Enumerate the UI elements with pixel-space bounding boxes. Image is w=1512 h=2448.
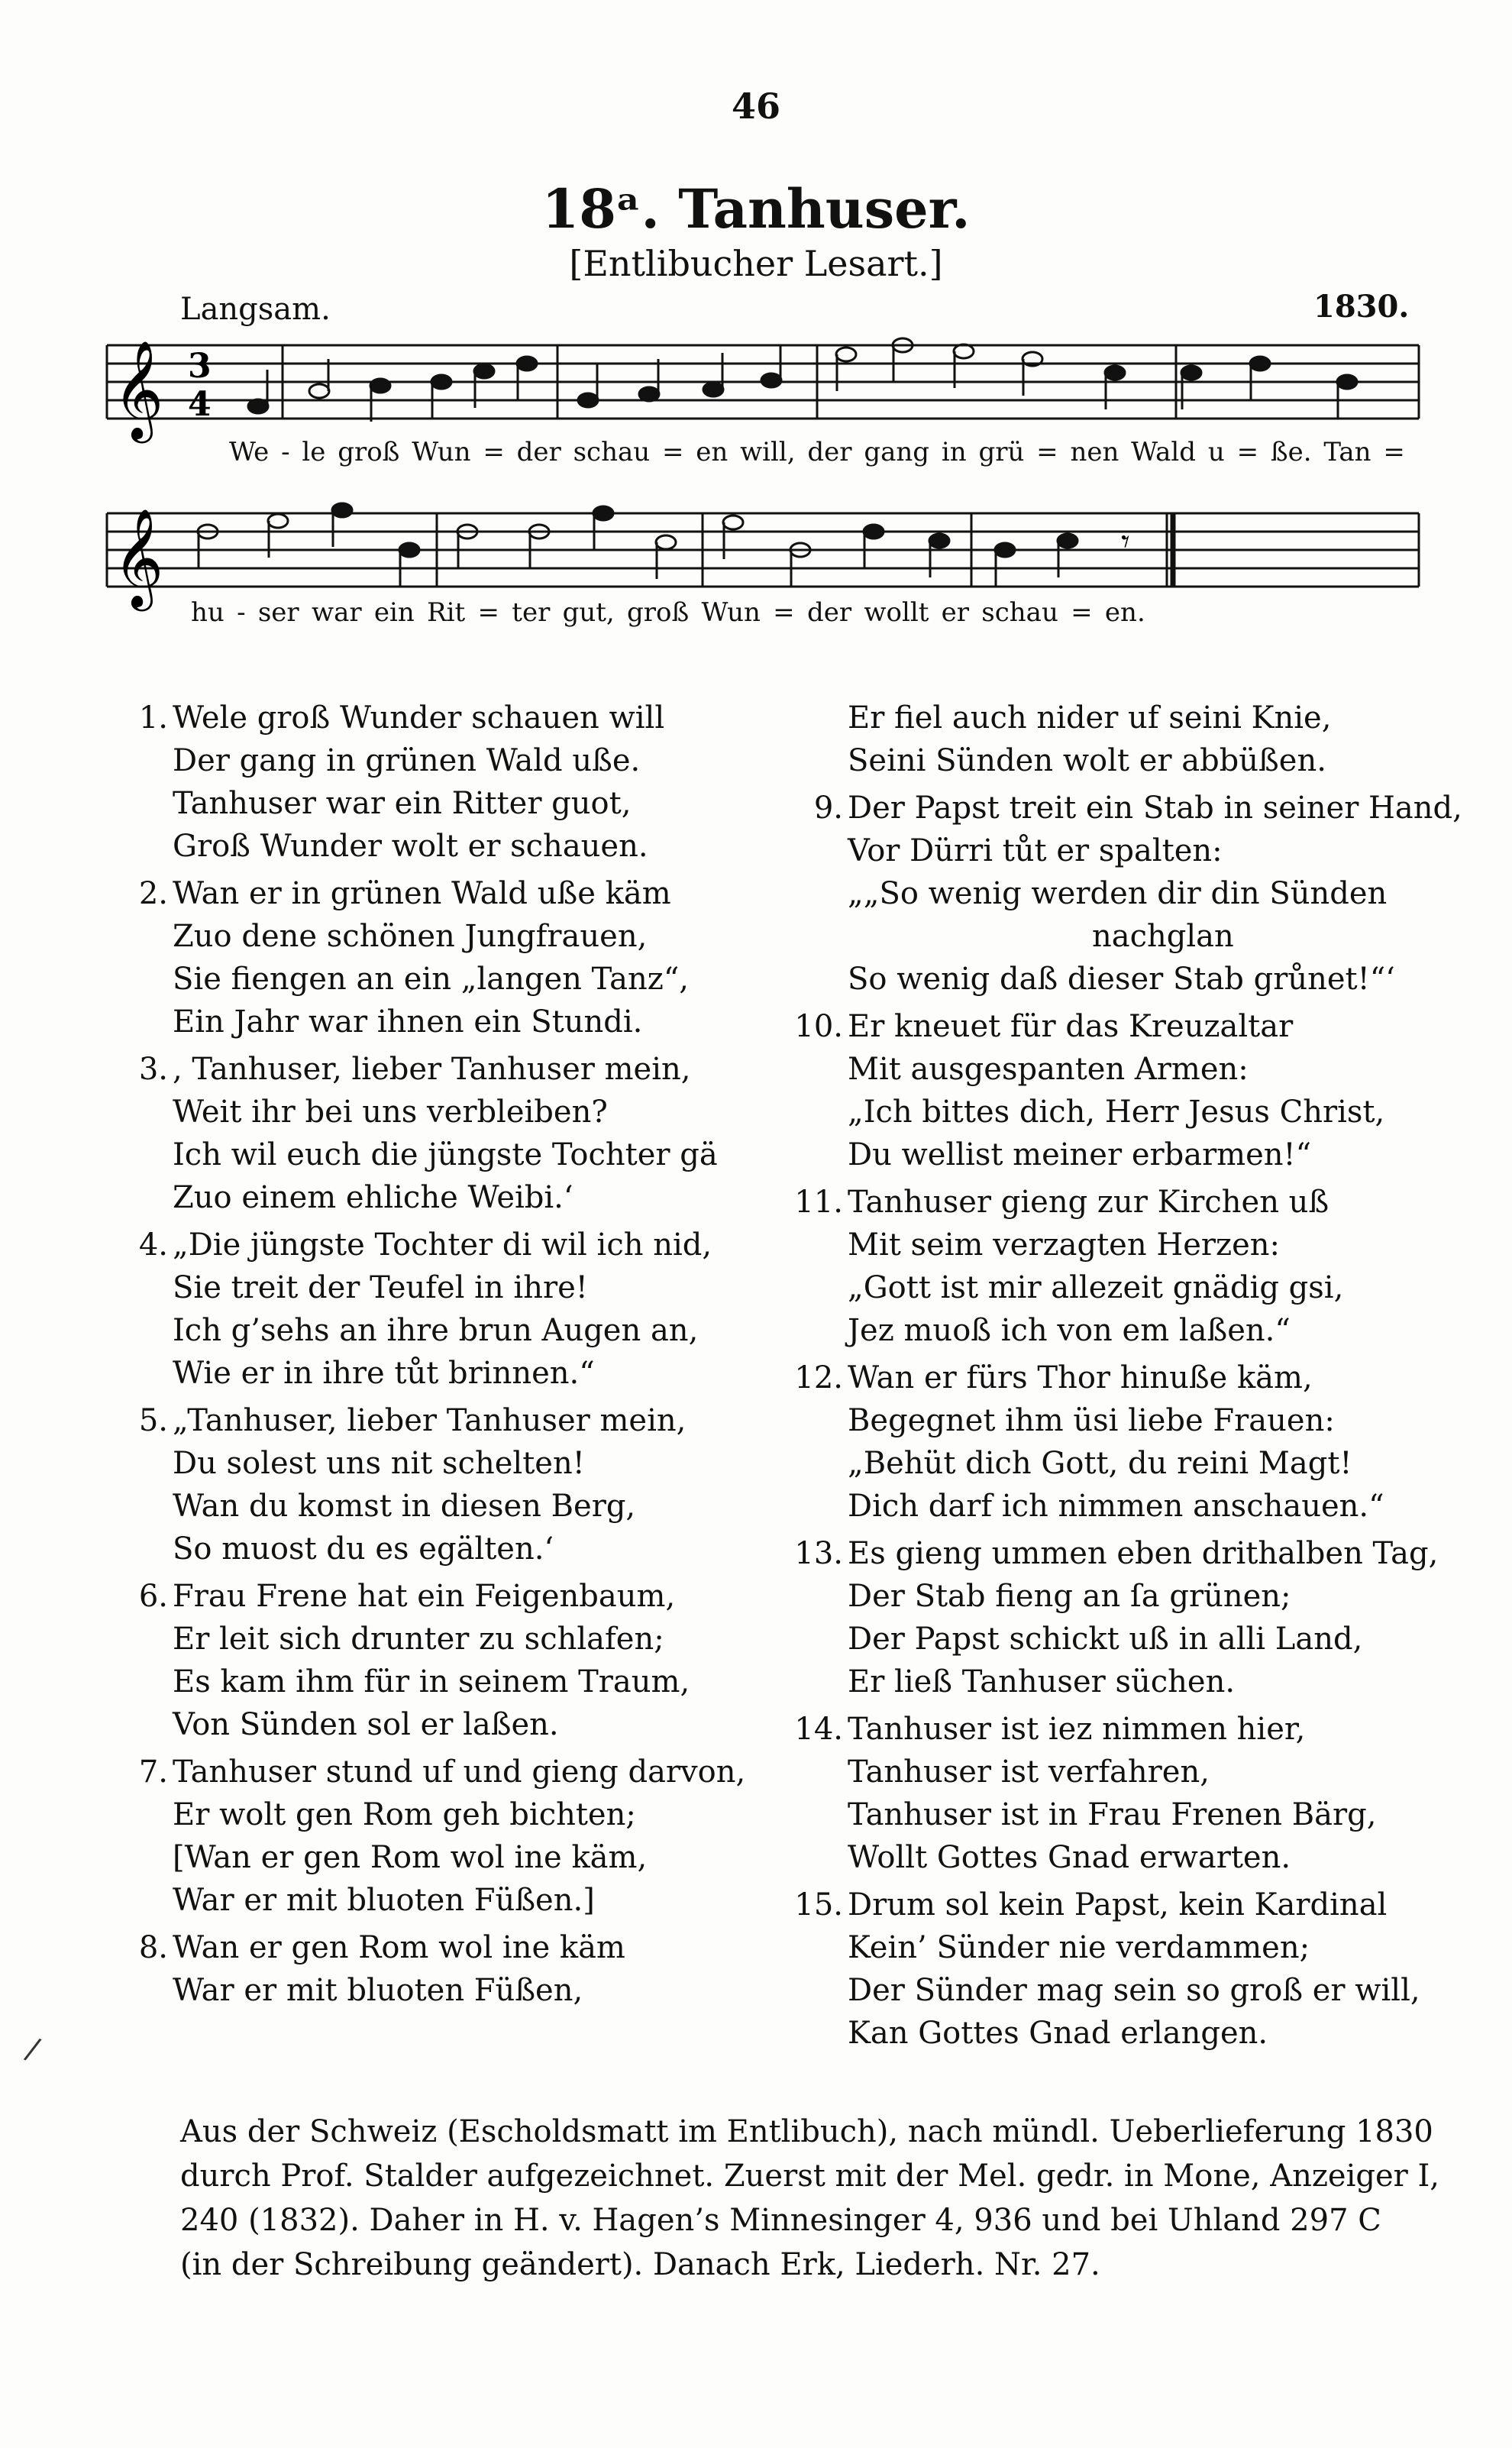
lyric-syllable: grü [978,437,1025,467]
stanza-line: Wie er in ihre tůt brinnen.“ [173,1356,595,1391]
stanza-line: Sie treit der Teufel in ihre! [173,1270,588,1305]
stanza-line: Der Papst schickt uß in alli Land, [848,1622,1363,1657]
stanza-line: Ich g’sehs an ihre brun Augen an, [173,1313,699,1348]
stanza-line: „Gott ist mir allezeit gnädig gsi, [848,1270,1344,1305]
stanza [138,1926,768,2012]
lyric-syllable: en. [1104,597,1145,628]
stanza-column-left [138,697,768,2016]
stanza [794,1532,1459,1703]
stanza-line: Sie fiengen an ein „langen Tanz“, [173,962,690,997]
lyric-syllable: - [281,437,290,467]
stanza-line: Wan er in grünen Wald uße käm [173,876,671,911]
stanza-number: 9. [813,791,843,826]
stanza-line: Ein Jahr war ihnen ein Stundi. [173,1004,643,1040]
stanza-line: „„So wenig werden dir din Sünden [848,876,1388,911]
lyric-syllable: der [807,437,852,467]
lyric-syllable: Wun [701,597,761,628]
lyric-syllable: er [941,597,970,628]
stanza-number: 15. [794,1887,843,1923]
song-title: 18ᵃ. Tanhuser. [541,177,971,241]
stanza-line: Er fiel auch nider uf seini Knie, [848,700,1332,736]
stanza-number: 3. [138,1052,168,1087]
stanza [794,1708,1459,1879]
lyric-syllable: in [941,437,967,467]
stanza-number: 2. [138,876,168,911]
lyric-syllable: - [237,597,246,628]
stanza-line: Tanhuser ist iez nimmen hier, [848,1712,1306,1747]
stanza-line: Es gieng ummen eben drithalben Tag, [848,1536,1439,1571]
lyric-syllable: schau [981,597,1058,628]
stanza-line: Begegnet ihm üsi liebe Frauen: [848,1403,1335,1438]
treble-clef-icon: 𝄞 [113,340,164,439]
lyric-syllable: Rit [427,597,466,628]
stanza-line: War er mit bluoten Füßen, [173,1973,583,2008]
stanza [848,697,1459,782]
stanza-line: „Ich bittes dich, Herr Jesus Christ, [848,1095,1385,1130]
stanza-line: Tanhuser war ein Ritter guot, [173,786,632,821]
lyric-syllable: ein [373,597,415,628]
stanza-line: Er leit sich drunter zu schlafen; [173,1622,664,1657]
lyric-syllable: nen [1070,437,1119,467]
stanza-number: 7. [138,1754,168,1790]
lyric-syllable: Tan [1323,437,1371,467]
stanza-line: Es kam ihm für in seinem Traum, [173,1664,690,1699]
stanza-line: „Behüt dich Gott, du reini Magt! [848,1446,1352,1481]
stanza-line: nachglan [1092,919,1234,954]
stanza-number: 1. [138,700,168,736]
stanza-column-right [794,697,1462,2059]
stanza [813,787,1462,1001]
lyric-syllable: wollt [864,597,929,628]
stanza-number: 10. [794,1009,843,1044]
lyric-syllable: gut, [562,597,615,628]
lyric-syllable: le [302,437,326,467]
lyrics-system-1 [229,437,1405,467]
stanza-line: Mit ausgespanten Armen: [848,1052,1249,1087]
stanza-number: 12. [794,1360,843,1395]
lyric-syllable: = [773,597,795,628]
lyric-syllable: We [229,437,270,467]
time-signature-bottom: 4 [188,385,212,424]
stanza-line: Tanhuser ist verfahren, [848,1754,1210,1790]
stanza-line: Von Sünden sol er laßen. [173,1707,559,1742]
stanza [138,872,768,1043]
stanza-number: 14. [794,1712,843,1747]
stanza-line: War er mit bluoten Füßen.] [173,1883,595,1918]
lyric-syllable: Wun [412,437,471,467]
stanza-line: Der Stab fieng an ſa grünen; [848,1579,1291,1614]
stanza [138,697,768,868]
lyric-syllable: = [1383,437,1405,467]
lyric-syllable: = [1071,597,1093,628]
stanza-line: Dich darf ich nimmen anschauen.“ [848,1489,1384,1524]
stanza-line: Er kneuet für das Kreuzaltar [848,1009,1294,1044]
stanza-number: 4. [138,1227,168,1263]
stanza-line: Wele groß Wunder schauen will [173,700,665,736]
stanza [794,1357,1459,1528]
song-subtitle: [Entlibucher Lesart.] [569,243,943,284]
lyric-syllable: groß [338,437,400,467]
stanza-line: Du wellist meiner erbarmen!“ [848,1137,1312,1172]
lyrics-system-2 [191,597,1145,628]
footnote-line: 240 (1832). Daher in H. v. Hagen’s Minnesinger 4, 936 und bei Uhland 297 C [180,2203,1381,2238]
source-footnote [180,2110,1440,2287]
staff-system-2 [107,513,1419,587]
stanza [138,1224,768,1395]
lyric-syllable: ser [257,597,299,628]
stanza-line: [Wan er gen Rom wol ine käm, [173,1840,648,1875]
stanza-line: Der Sünder mag sein so groß er will, [848,1973,1420,2008]
year-marking: 1830. [1313,289,1410,325]
music-notation [0,0,1512,672]
lyric-syllable: groß [627,597,690,628]
stanza [794,1884,1459,2055]
lyric-syllable: ter [512,597,551,628]
notes-system-2 [198,503,1077,587]
lyric-syllable: = [1236,437,1259,467]
rest-icon: 𝄾 [1121,522,1130,561]
stanza-line: Weit ihr bei uns verbleiben? [173,1095,608,1130]
lyric-syllable: Wald [1131,437,1197,467]
lyric-syllable: = [661,437,684,467]
tempo-marking: Langsam. [180,292,331,327]
stanza-number: 6. [138,1579,168,1614]
stanza [138,1751,768,1922]
stanza [794,1181,1459,1352]
stanza-number: 8. [138,1930,168,1965]
stanza-line: Tanhuser stund uf und gieng darvon, [173,1754,746,1790]
stanza-line: Wan du komst in diesen Berg, [173,1489,636,1524]
stanza-line: Mit seim verzagten Herzen: [848,1227,1280,1263]
stanza-number: 11. [794,1185,843,1220]
stanza-line: Zuo dene schönen Jungfrauen, [173,919,648,954]
stanza-line: Der gang in grünen Wald uße. [173,743,641,778]
stanza-line: „Tanhuser, lieber Tanhuser mein, [173,1403,687,1438]
stanza-line: Zuo einem ehliche Weibi.‘ [173,1180,573,1215]
stanza-line: Vor Dürri tůt er spalten: [848,833,1223,868]
stanza-line: Seini Sünden wolt er abbüßen. [848,743,1326,778]
stanza-number: 5. [138,1403,168,1438]
stanza-line: Tanhuser gieng zur Kirchen uß [848,1185,1329,1220]
stanza-line: , Tanhuser, lieber Tanhuser mein, [173,1052,691,1087]
footnote-line: (in der Schreibung geändert). Danach Erk, Liederh. Nr. 27. [180,2247,1100,2282]
notes-system-1 [248,338,1357,422]
lyric-syllable: en [696,437,729,467]
stanza [794,1005,1459,1176]
lyric-syllable: war [311,597,362,628]
footnote-line: durch Prof. Stalder aufgezeichnet. Zuerst mit der Mel. gedr. in Mone, Anzeiger I, [180,2159,1440,2194]
lyric-syllable: will, [740,437,796,467]
stanza-line: Wan er fürs Thor hinuße käm, [848,1360,1313,1395]
stanza-line: Tanhuser ist in Frau Frenen Bärg, [848,1797,1377,1832]
stanza-line: Wollt Gottes Gnad erwarten. [848,1840,1291,1875]
stanza-line: Kan Gottes Gnad erlangen. [848,2016,1268,2051]
stanza-line: So wenig daß dieser Stab grůnet!“‘ [848,962,1395,997]
stanza-line: So muost du es egälten.‘ [173,1531,554,1567]
stanza [138,1575,768,1746]
lyric-syllable: gang [864,437,930,467]
lyric-syllable: u [1207,437,1225,467]
stanza-line: „Die jüngste Tochter di wil ich nid, [173,1227,712,1263]
stanza-line: Frau Frene hat ein Feigenbaum, [173,1579,676,1614]
lyric-syllable: der [806,597,852,628]
stanza-line: Er ließ Tanhuser süchen. [848,1664,1236,1699]
stanza [138,1399,768,1570]
stanza-line: Wan er gen Rom wol ine käm [173,1930,625,1965]
stanza-line: Er wolt gen Rom geh bichten; [173,1797,636,1832]
stanza-line: Jez muoß ich von em laßen.“ [848,1313,1291,1348]
lyric-syllable: = [1036,437,1058,467]
lyric-syllable: = [477,597,499,628]
stanza-line: Drum sol kein Papst, kein Kardinal [848,1887,1388,1923]
page-number: 46 [731,86,780,127]
stanza-line: Ich wil euch die jüngste Tochter gä [173,1137,718,1172]
footnote-line: Aus der Schweiz (Escholdsmatt im Entlibuch), nach mündl. Ueberlieferung 1830 [180,2114,1433,2149]
stanza-line: Der Papst treit ein Stab in seiner Hand, [848,791,1462,826]
stanza-number: 13. [794,1536,843,1571]
stanza [138,1048,768,1219]
time-signature-top: 3 [188,347,212,386]
stray-mark: / [21,2031,44,2068]
stanza-line: Du solest uns nit schelten! [173,1446,585,1481]
treble-clef-icon: 𝄞 [113,508,164,607]
lyric-syllable: der [516,437,561,467]
lyric-syllable: ße. [1270,437,1312,467]
stanza-line: Kein’ Sünder nie verdammen; [848,1930,1310,1965]
lyric-syllable: hu [191,597,225,628]
lyric-syllable: = [483,437,505,467]
lyric-syllable: schau [573,437,651,467]
stanza-line: Groß Wunder wolt er schauen. [173,829,648,864]
